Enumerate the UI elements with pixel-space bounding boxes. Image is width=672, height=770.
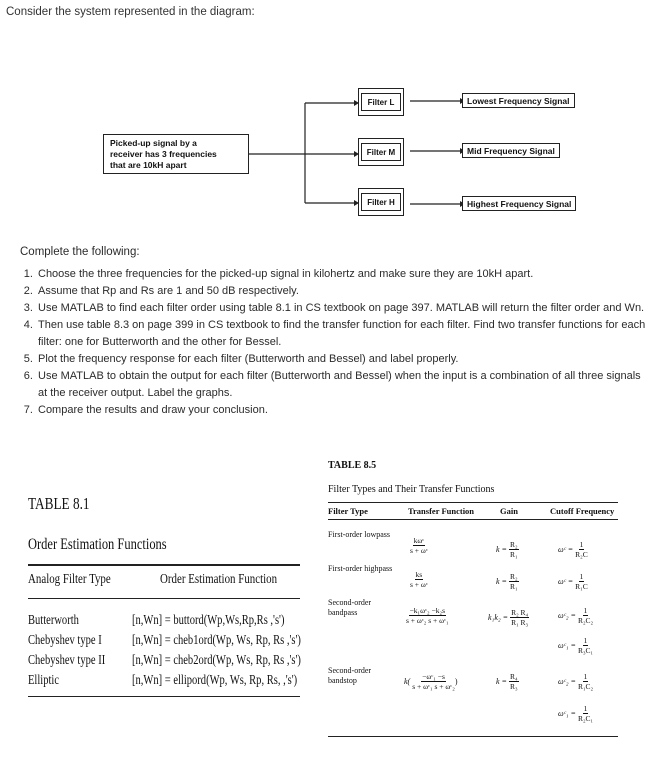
gain-denominator: R₁ (509, 550, 518, 559)
gain-cell (496, 572, 519, 591)
transfer-function-cell (410, 536, 428, 555)
function-cell: [n,Wn] = buttord(Wp,Ws,Rp,Rs ,'s') (132, 612, 285, 627)
table-rule (328, 519, 618, 520)
tf-numerator: kωᶜ (413, 536, 425, 545)
filter-type-cell: First-order lowpass (328, 530, 390, 539)
gain-cell (496, 672, 519, 691)
function-cell: [n,Wn] = cheb2ord(Wp, Ws, Rp, Rs ,'s') (132, 652, 301, 667)
cutoff-cell (558, 704, 593, 723)
filter-type-cell: Butterworth (28, 612, 79, 627)
cutoff-lhs: ωᶜ₁ = (558, 709, 576, 718)
tf-close-paren: ) (454, 677, 458, 686)
gain-lhs: k₁k₂ = (488, 613, 509, 622)
filter-h-label: Filter H (361, 193, 401, 211)
transfer-function-cell (410, 570, 428, 589)
cutoff-denominator: R₃C₁ (577, 646, 594, 655)
transfer-function-cell (406, 606, 449, 625)
filter-l-box (358, 88, 404, 116)
tf-numerator: −ωᶜ₁ −s (422, 672, 445, 681)
cutoff-cell (558, 672, 593, 691)
task-list (20, 266, 646, 419)
intro-text: Consider the system represented in the diagram: (6, 6, 255, 18)
output-low-box: Lowest Frequency Signal (462, 93, 575, 108)
cutoff-numerator: 1 (583, 704, 588, 713)
cutoff-numerator: 1 (579, 572, 584, 581)
filter-m-label: Filter M (361, 143, 401, 161)
table-rule (28, 564, 300, 566)
cutoff-denominator: R₁C₂ (577, 682, 594, 691)
gain-lhs: k = (496, 577, 507, 586)
task-item: 5. Plot the frequency response for each filter (Butterworth and Bessel) and label properly. (36, 351, 646, 368)
gain-lhs: k = (496, 677, 507, 686)
filter-l-label: Filter L (361, 93, 401, 111)
cutoff-cell (558, 540, 588, 559)
table-8-1-caption: Order Estimation Functions (28, 536, 167, 553)
filter-h-box (358, 188, 404, 216)
table-8-5 (328, 460, 620, 723)
filter-type-cell: Chebyshev type II (28, 652, 106, 667)
table-rule (28, 696, 300, 697)
cutoff-lhs: ωᶜ₂ = (558, 611, 576, 620)
tf-denominator: s + ωᶜ₁ s + ωᶜ₂ (412, 682, 455, 691)
table-8-5-caption: Filter Types and Their Transfer Functions (328, 484, 495, 495)
table-rule (328, 736, 618, 737)
gain-numerator: R₂ (509, 572, 518, 581)
cutoff-denominator: R₁C (575, 582, 588, 591)
source-line-1: Picked-up signal by a (110, 138, 197, 148)
table-8-1 (28, 494, 304, 687)
table-8-5-header-tf: Transfer Function (408, 506, 475, 516)
table-8-1-header-function: Order Estimation Function (160, 572, 278, 587)
task-item: 2. Assume that Rp and Rs are 1 and 50 dB respectively. (36, 283, 646, 300)
output-high-box: Highest Frequency Signal (462, 196, 576, 211)
cutoff-denominator: R₂C₂ (577, 616, 594, 625)
complete-heading: Complete the following: (20, 246, 140, 258)
task-item: 1. Choose the three frequencies for the picked-up signal in kilohertz and make sure they are 10kH apart. (36, 266, 646, 283)
table-8-5-header-gain: Gain (500, 506, 518, 516)
table-8-1-label: TABLE 8.1 (28, 494, 90, 513)
gain-numerator: R₂ R₄ (511, 608, 529, 617)
cutoff-denominator: R₂C₁ (577, 714, 594, 723)
filter-type-cell: Second-order bandpass (328, 598, 372, 617)
filter-m-box (358, 138, 404, 166)
task-item: 3. Use MATLAB to find each filter order using table 8.1 in CS textbook on page 397. MATLAB will return the filter order and Wn. (36, 300, 646, 317)
gain-lhs: k = (496, 545, 507, 554)
filter-type-cell: Second-order bandstop (328, 666, 372, 685)
gain-cell (488, 608, 529, 627)
cutoff-numerator: 1 (583, 636, 588, 645)
table-8-5-label: TABLE 8.5 (328, 460, 377, 471)
cutoff-lhs: ωᶜ₂ = (558, 677, 576, 686)
gain-numerator: R₄ (509, 672, 518, 681)
cutoff-numerator: 1 (583, 672, 588, 681)
table-8-5-header-type: Filter Type (328, 506, 368, 516)
block-diagram (0, 0, 672, 240)
cutoff-cell (558, 636, 593, 655)
task-item: 6. Use MATLAB to obtain the output for each filter (Butterworth and Bessel) when the input is a combination of all three signals at the receiver output. Label the graphs. (36, 368, 646, 402)
task-item: 7. Compare the results and draw your conclusion. (36, 402, 646, 419)
gain-denominator: R₁ R₃ (511, 618, 529, 627)
table-rule (328, 502, 618, 503)
gain-denominator: R₁ (509, 582, 518, 591)
tf-numerator: −k₁ωᶜ₂ −k₂s (409, 606, 446, 615)
table-8-1-header-type: Analog Filter Type (28, 572, 111, 587)
tf-gain-k: k( (404, 677, 411, 686)
gain-numerator: R₂ (509, 540, 518, 549)
cutoff-numerator: 1 (579, 540, 584, 549)
cutoff-cell (558, 572, 588, 591)
table-8-5-header-cutoff: Cutoff Frequency (550, 506, 615, 516)
table-rule (28, 598, 300, 599)
function-cell: [n,Wn] = cheb1ord(Wp, Ws, Rp, Rs ,'s') (132, 632, 301, 647)
gain-cell (496, 540, 519, 559)
gain-denominator: R₃ (509, 682, 518, 691)
cutoff-lhs: ωᶜ = (558, 577, 574, 586)
filter-type-cell: Chebyshev type I (28, 632, 102, 647)
transfer-function-cell (404, 672, 458, 691)
tf-numerator: ks (415, 570, 423, 579)
function-cell: [n,Wn] = ellipord(Wp, Ws, Rp, Rs, ,'s') (132, 672, 298, 687)
cutoff-cell (558, 606, 593, 625)
filter-type-cell: First-order highpass (328, 564, 393, 573)
cutoff-denominator: R₂C (575, 550, 588, 559)
task-item: 4. Then use table 8.3 on page 399 in CS textbook to find the transfer function for each filter. Find two transfer functions for each filter: one for Butterworth and the other for Bessel. (36, 317, 646, 351)
cutoff-numerator: 1 (583, 606, 588, 615)
output-mid-box: Mid Frequency Signal (462, 143, 560, 158)
cutoff-lhs: ωᶜ = (558, 545, 574, 554)
filter-type-cell: Elliptic (28, 672, 60, 687)
cutoff-lhs: ωᶜ₁ = (558, 641, 576, 650)
tf-denominator: s + ωᶜ (410, 580, 428, 589)
source-signal-box (103, 134, 249, 174)
source-line-2: receiver has 3 frequencies (110, 149, 217, 159)
source-line-3: that are 10kH apart (110, 160, 187, 170)
tf-denominator: s + ωᶜ (410, 546, 428, 555)
tf-denominator: s + ωᶜ₂ s + ωᶜ₁ (406, 616, 449, 625)
